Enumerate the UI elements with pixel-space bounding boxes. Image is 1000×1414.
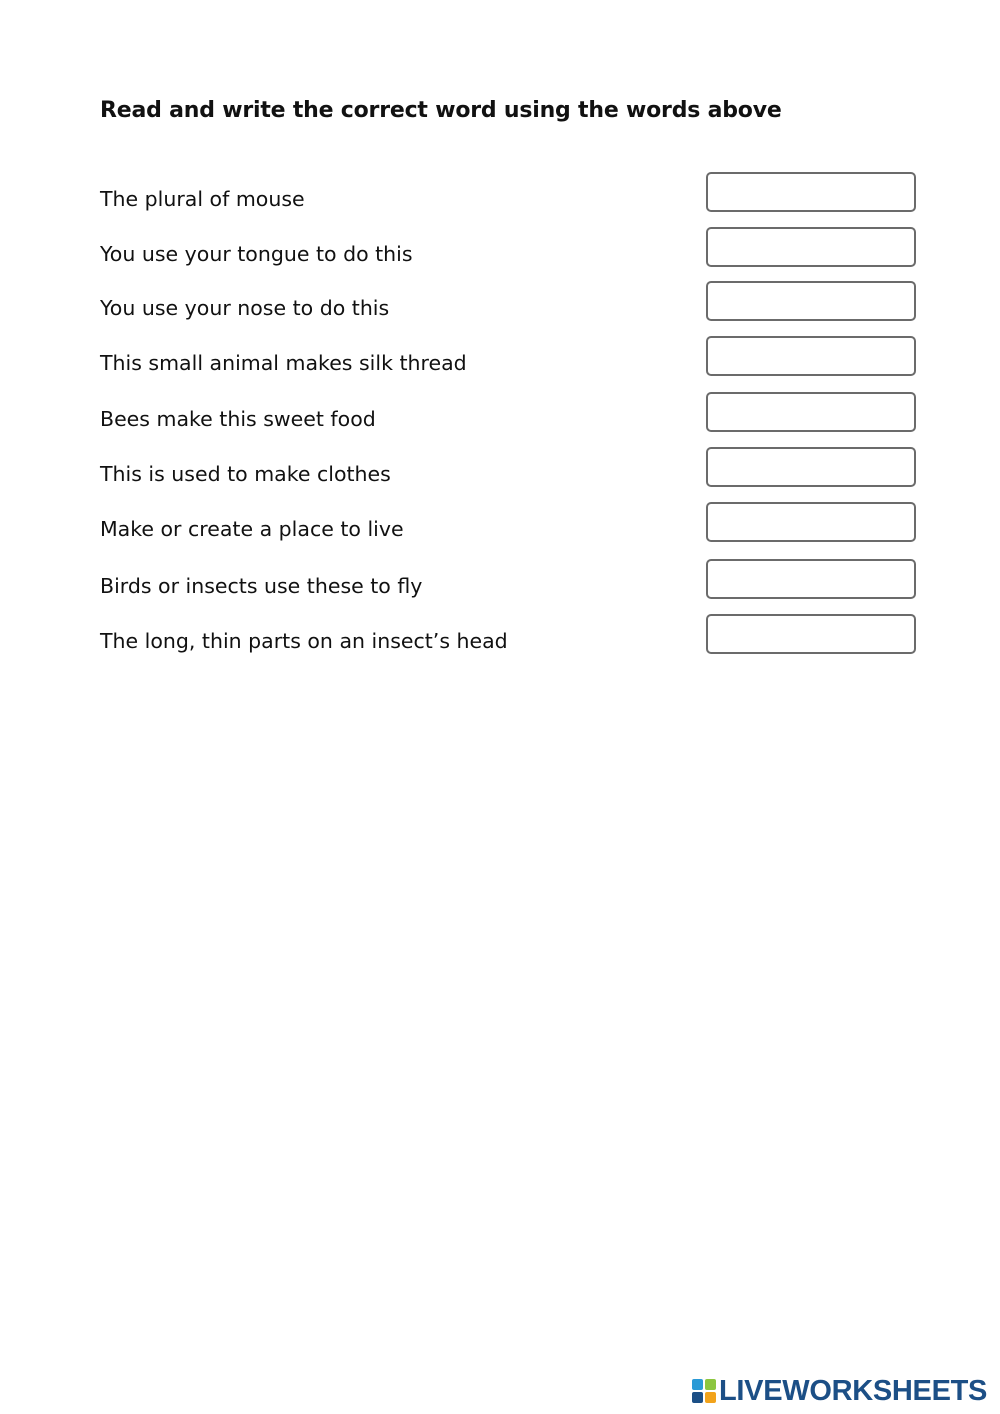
answer-input-2[interactable] [706, 227, 916, 267]
liveworksheets-logo-icon [692, 1379, 716, 1403]
logo-square-2 [705, 1379, 716, 1390]
logo-square-1 [692, 1379, 703, 1390]
answer-input-8[interactable] [706, 559, 916, 599]
question-row-8 [0, 559, 1000, 603]
liveworksheets-logo [692, 1374, 987, 1408]
answer-input-4[interactable] [706, 336, 916, 376]
question-text-1: The plural of mouse [100, 187, 305, 211]
logo-text: LIVEWORKSHEETS [719, 1375, 988, 1407]
answer-input-5[interactable] [706, 392, 916, 432]
question-row-7 [0, 502, 1000, 546]
answer-input-7[interactable] [706, 502, 916, 542]
question-text-5: Bees make this sweet food [100, 407, 376, 431]
question-row-4 [0, 336, 1000, 380]
logo-square-4 [705, 1392, 716, 1403]
question-row-9 [0, 614, 1000, 658]
question-row-2 [0, 227, 1000, 271]
question-text-6: This is used to make clothes [100, 462, 391, 486]
question-text-3: You use your nose to do this [100, 296, 390, 320]
question-text-4: This small animal makes silk thread [100, 351, 467, 375]
answer-input-6[interactable] [706, 447, 916, 487]
question-text-9: The long, thin parts on an insect’s head [100, 629, 508, 653]
answer-input-3[interactable] [706, 281, 916, 321]
worksheet-title: Read and write the correct word using the words above [100, 98, 782, 123]
question-row-6 [0, 447, 1000, 491]
logo-square-3 [692, 1392, 703, 1403]
question-row-3 [0, 281, 1000, 325]
question-text-2: You use your tongue to do this [100, 242, 413, 266]
answer-input-1[interactable] [706, 172, 916, 212]
answer-input-9[interactable] [706, 614, 916, 654]
question-text-8: Birds or insects use these to fly [100, 574, 423, 598]
question-text-7: Make or create a place to live [100, 517, 404, 541]
question-row-1 [0, 172, 1000, 216]
question-row-5 [0, 392, 1000, 436]
